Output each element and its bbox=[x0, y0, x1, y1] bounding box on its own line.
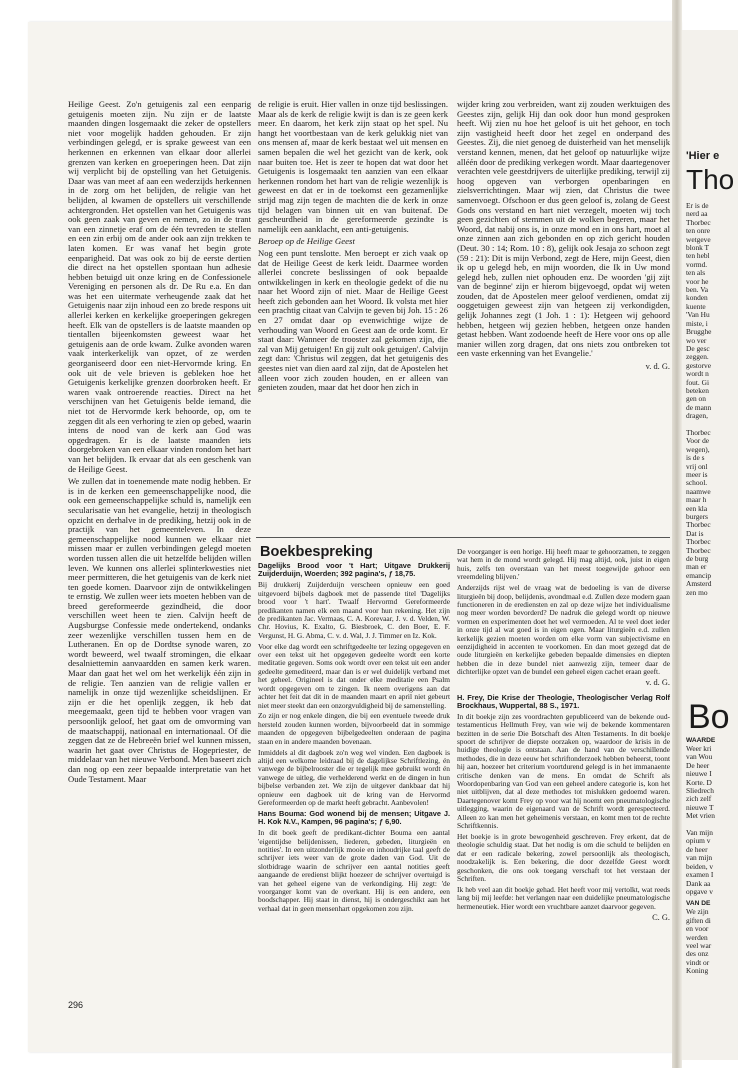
review-paragraph: Bij drukkerij Zuijderduijn verscheen opnieuw een goed uitgevoerd bijbels dagboek met de passende titel 'Dagelijks brood voor 't hart'. Twaalf Hervormd Gereformeerde predikanten namen elk een maand voor hun rekening. Het zijn de predikanten Jac. Vermaas, C. A. Korevaar, J. v. d. Velden, W. Chr. Hovius, K. Exalto, G. Biesbroek, C. den Boer, E. F. Vergunst, H. G. Abma, C. v. d. Wal, J. J. Timmer en Iz. Kok. bbox=[258, 580, 450, 640]
facing-subheading: WAARDE bbox=[686, 737, 716, 744]
facing-line: ten als bbox=[686, 268, 706, 278]
facing-line: nieuwe T bbox=[686, 802, 714, 812]
facing-line: Dank aa bbox=[686, 878, 711, 888]
facing-lines bbox=[686, 908, 738, 975]
section-heading: Beroep op de Heilige Geest bbox=[258, 236, 355, 247]
facing-line: miste, i bbox=[686, 318, 708, 328]
reviewer-signature: C. G. bbox=[652, 912, 670, 922]
facing-lines bbox=[686, 745, 738, 896]
facing-line: ten onre bbox=[686, 226, 711, 236]
facing-text-column bbox=[686, 202, 738, 597]
paragraph: wijder kring zou verbreiden, want zij zouden werktuigen des Geestes zijn, gelijk Hij dan ook door hun mond gesproken heeft. Wij zien nu hoe het geloof is uit het gehoor, en toch zijn vastigheid heeft door het zegel en onderpand des Geestes. Zij, die niet genoeg de duisterheid van het menselijk verstand kennen, menen, dat het geloof op natuurlijke wijze alléén door de prediking verkegen wordt. Maar daartegenover verachten vele geestdrijvers de uiterlijke prediking, terwijl zij hoog opgeven van verborgen openbaringen en zielsverrichtingen. Maar wij zien, dat Christus die twee samenvoegt. Ofschoon er dus geen geloof is, zolang de Geest Gods ons verstand en hart niet verzegelt, moeten wij toch geen gezichten of stemmen uit de wolken begeren, maar het Woord, dat nabij ons is, in onze mond en in ons hart, moet al onze zinnen aan zich gebonden en op zich gericht houden (Deut. 30 : 14; Rom. 10 : 8), gelijk ook Jesaja zo schoon zegt (59 : 21): Dit is mijn Verbond, zegt de Here, mijn Geest, dien ik op u gelegd heb, en mijn woorden, die Ik in Uw mond gelegd heb, zullen niet ophouden enz. De woorden 'gij zijt van de beginne' zijn er hierom bijgevoegd, opdat wij weten zouden, dat de Apostelen meer geloof verdienen, omdat zij ooggetuigen geweest zijn van hetgeen zij verkondigden, gelijk Johannes zegt (1 Joh. 1 : 1): Hetgeen wij gehoord hebben, hetgeen wij gezien hebben, hetgeen onze handen getast hebben. Want zodoende heeft de Here voor ons op alle manier willen zorg dragen, dat ons niets zou ontbreken tot een vaste erkenning van het Evangelie.' bbox=[457, 99, 670, 359]
section-divider bbox=[256, 537, 670, 538]
facing-line: van mijn bbox=[686, 853, 713, 863]
review-paragraph: Het boekje is in grote bewogenheid geschreven. Frey erkent, dat de theologie schuldig staat. Dat het nodig is om die schuld te belijden en dat er een radicale bekering, zowel persoonlijk als theologisch, noodzakelijk is. Een bekering, die door dezelfde Geest wordt geschonken, die ons ook toegang verschaft tot het verstaan der Schriften. bbox=[457, 832, 670, 884]
facing-line: vormd. bbox=[686, 259, 708, 269]
facing-line: voor he bbox=[686, 276, 709, 286]
review-paragraph: Voor elke dag wordt een schriftgedeelte ter lezing opgegeven en over een tekst uit het opgegeven gedeelte wordt een korte meditatie gegeven. Soms ook wordt over een tekst uit een ander gedeelte gemediteerd, maar dan is er wel duidelijk verband met het geheel. Origineel is dat onder elke meditatie een Psalm wordt opgegeven om te zingen. Ik neem overigens aan dat achter het feit dat dit in de maanden maart en april niet gebeurt niet meer steekt dan een onzorgvuldigheid bij de samenstelling. bbox=[258, 641, 450, 710]
article-column-3 bbox=[457, 100, 670, 375]
paragraph: Nog een punt tenslotte. Men beroept er zich vaak op dat de Heilige Geest de kerk leidt. Daarmee worden allerlei concrete beslissingen of ook bepaalde ontwikkelingen in kerk en theologie gedekt of die nu naar het Woord zijn of niet. Maar de Heilige Geest heeft zich gebonden aan het Woord. Ik volsta met hier een prachtig citaat van Calvijn te geven bij Joh. 15 : 26 en 27 omdat daar op evenwichtige wijze de verhouding van Woord en Geest aan de orde komt. Er staat daar: Wanneer de trooster zal gekomen zijn, die zal van Mij getuigen! En gij zult ook getuigen'. Calvijn zegt dan: 'Christus wil zeggen, dat het getuigenis des geestes niet van dien aard zal zijn, dat de Apostelen het alleen voor zich zouden houden, en er alleen van genieten zouden, maar dat het door hen zich in bbox=[258, 247, 448, 393]
facing-line: Dat is bbox=[686, 528, 704, 538]
book-title: Hans Bouma: God wonend bij de mensen; Uitgave J. H. Kok N.V., Kampen, 96 pagina's; ƒ 6,90. bbox=[258, 808, 450, 827]
facing-line: giften di bbox=[686, 915, 711, 925]
article-column-2 bbox=[258, 100, 448, 396]
paragraph: de religie is eruit. Hier vallen in onze tijd beslissingen. Maar als de kerk de religie kwijt is dan is ze geen kerk meer. En daarom, het kerk zijn staat op het spel. Nu hangt het voortbestaan van de kerk gelukkig niet van ons mensen af, maar de kerk bestaat wel uit mensen en samen bepalen die wel het gezicht van de kerk, ook naar buiten toe. Het is zeer te hopen dat wat door het Getuigenis is losgemaakt ten aanzien van een elkaar herkennen rondom het hart van de religie wezenlijk is geweest en dat er in de toekomst een gezamenlijke strijd mag zijn tegen de machten die de kerk in onze tijd belagen van binnen uit en van buitenaf. De gescheurdheid in de gereformeerde gezindte is namelijk een aanklacht, een anti-getuigenis. bbox=[258, 99, 448, 234]
review-column-left bbox=[258, 562, 450, 916]
facing-line: beteken bbox=[686, 385, 709, 395]
facing-line: wo ver bbox=[686, 335, 707, 345]
review-paragraph: Ik heb veel aan dit boekje gehad. Het heeft voor mij vertolkt, wat reeds lang bij mij leefde: het verlangen naar een duidelijke pneumatologische hermeneutiek. Hier wordt een vruchtbare aanzet daarvoor gegeven. bbox=[457, 884, 670, 911]
facing-line: ten hebl bbox=[686, 251, 710, 261]
facing-line: Amsterd bbox=[686, 579, 712, 589]
page-number: 296 bbox=[68, 1000, 84, 1010]
facing-line: burgers bbox=[686, 512, 709, 522]
facing-line: is de s bbox=[686, 453, 705, 463]
facing-line: veel war bbox=[686, 940, 712, 950]
facing-line: blonk T bbox=[686, 243, 710, 253]
facing-line: Thorbec bbox=[686, 217, 711, 227]
facing-line: De heer bbox=[686, 760, 710, 770]
facing-line: Thorbec bbox=[686, 520, 711, 530]
review-paragraph: Inmiddels al dit dagboek zo'n weg wel vinden. Een dagboek is altijd een welkome leidraad bij de dagelijkse Schriftlezing, én vanwege de bijbelrooster die er tegelijk mee gebruikt wordt én vanwege de uitleg, die verhelderend werkt en de dingen in hun bijbelse verbanden zet. We zijn de uitgever dankbaar dat hij opnieuw een dagboek uit de kring van de Hervormd Gereformeerden op de markt heeft gebracht. Aanbevolen! bbox=[258, 747, 450, 807]
review-paragraph: In dit boek geeft de predikant-dichter Bouma een aantal 'eigentijdse belijdenissen, liederen, gebeden, liturgieën en notities'. In een uitzonderlijk mooie en inhoudrijke taal geeft de schrijver iets weer van de grote daden van God. Uit de slotbidrage waarin de schrijver een aantal notities geeft aangaande de eredienst blijkt hoezeer de schrijver overtuigd is van het geheel eigene van de verkondiging. Hij zegt: 'de voorganger komt van de overkant. Hij is een andere, een boodschapper. Hij staat in dienst, hij is ondergeschikt aan het verhaal dat in geen mensenhart opgekomen zou zijn. bbox=[258, 828, 450, 913]
facing-line: Met vrien bbox=[686, 811, 715, 821]
facing-line: van Wou bbox=[686, 752, 713, 762]
review-column-right bbox=[457, 548, 670, 925]
facing-line: meer is bbox=[686, 470, 708, 479]
facing-line: de heer bbox=[686, 844, 708, 854]
paragraph: Heilige Geest. Zo'n getuigenis zal een eenparig getuigenis moeten zijn. Nu zijn er de laatste maanden dingen losgemaakt die zeker de opstellers niet voor mogelijk hadden gehouden. Er zijn verbindingen gelegd, er is sprake geweest van een herkennen en erkennen van elkaar door allerlei grenzen van kerken en groeperingen heen. Dat zijn wij verplicht bij de opstelling van het Getuigenis. Daar was van meet af aan een wederzijds herkennen in de zorg om het belijden, de religie van het belijden, al kwamen de opstellers uit verschillende achtergronden. Het opstellen van het Getuigenis was ook geen zaak van geven en nemen, zo in de trant van een zinnetje eraf om de één tevreden te stellen en een zin erbij om de ander ook aan zijn trekken te laten komen. Er was vanaf het begin grote eenparigheid. Dat was ook zo bij de eerste dertien die direct na het opstellen spontaan hun adhesie hebben betuigd uit onze kring en de Confessionele Vereniging en personen als dr. De Ru e.a. En dan was het een uitermate verheugende zaak dat het Getuigenis naar zijn inhoud een zo brede respons uit allerlei kerken en kerkelijke groeperingen gekregen heeft. Elk van de opstellers is de laatste maanden op tientallen bijeenkomsten geweest waar het getuigenis aan de orde kwam. Zulke avonden waren vaak interkerkelijk van opzet, of ze werden georganiseerd door een niet-Hervormde kring. En ook uit de vele brieven is gebleken hoe het Getuigenis kerkelijke grenzen doorbroken heeft. Er waren vaak ontroerende reacties. Direct na het verschijnen van het Getuigenis belde iemand, die niet tot de Hervormde kerk behoorde, op, om te zeggen dit als een verhoring te zien op gebed, waarin intens de nood van de kerk aan God was opgedragen. Er is de laatste maanden iets doorgebroken van een elkaar vinden rondom het hart van het belijden. Ik ervaar dat als een geschenk van de Heilige Geest. bbox=[68, 99, 251, 474]
facing-line: ben. Va bbox=[686, 285, 709, 295]
review-section-title: Boekbespreking bbox=[260, 544, 373, 560]
book-title: Dagelijks Brood voor 't Hart; Uitgave Drukkerij Zuijderduijn, Woerden; 392 pagina's, ƒ 18,75. bbox=[258, 561, 450, 579]
facing-line: maar h bbox=[686, 495, 707, 505]
facing-line: gen on bbox=[686, 394, 706, 404]
facing-line: Sliedrech bbox=[686, 786, 714, 796]
facing-line: Er is de bbox=[686, 201, 709, 210]
facing-line: Thorbec bbox=[686, 545, 711, 555]
facing-line: wordt n bbox=[686, 369, 709, 379]
facing-kicker: 'Hier e bbox=[686, 150, 720, 162]
review-paragraph: In dit boekje zijn zes voordrachten gepubliceerd van de bekende oud-testamenticus Hellmuth Frey, van wie wij de bekende kommentaren bezitten in de serie Die Botschaft des Alten Testaments. In dit boekje spoort de schrijver de diepste oorzaken op, waardoor de krisis in de huidige theologie is ontstaan. Aan de hand van de verschillende methodes, die in deze eeuw het schriftonderzoek hebben beheerst, toont hij aan, hoezeer het criterium voortdurend gelegd is in het immanaente critische denken van de mens. En omdat de Schrift als Woordopenbaring van God van een geheel andere categorie is, kon het niet uitblijven, dat al deze methodes tot mislukken gedoemd waren. Daartegenover komt Frey op voor wat hij noemt een pneumatologische uitlegging, waarin de eigenaard van de Schrift wordt gerespecteerd. Alleen zo kan men het geheimenis verstaan, en komt men tot de rechte Schriftkennis. bbox=[457, 711, 670, 831]
facing-line: konden bbox=[686, 293, 708, 303]
facing-subheading: VAN DE bbox=[686, 900, 711, 908]
facing-line: wegen), bbox=[686, 444, 710, 454]
facing-line: emancip bbox=[686, 570, 712, 580]
facing-line: zeggen. bbox=[686, 352, 709, 362]
facing-line: De gesc bbox=[686, 343, 710, 353]
facing-line: Brugghe bbox=[686, 327, 712, 337]
facing-line: naamwe bbox=[686, 486, 711, 496]
facing-line: examen I bbox=[686, 870, 714, 880]
book-title: H. Frey, Die Krise der Theologie, Theologischer Verlag Rolf Brockhaus, Wuppertal, 88 S., 1971. bbox=[457, 692, 670, 710]
facing-line: nieuwe I bbox=[686, 769, 712, 779]
author-signature: v. d. G. bbox=[645, 362, 670, 372]
facing-line: wetgeve bbox=[686, 234, 711, 244]
facing-headline: Tho bbox=[686, 164, 735, 195]
facing-line: Koning bbox=[686, 966, 709, 976]
facing-line: fout. Gi bbox=[686, 377, 709, 387]
facing-line: Thorbec bbox=[686, 427, 711, 437]
facing-text-column-2 bbox=[686, 733, 738, 976]
facing-line: vindt or bbox=[686, 957, 710, 967]
reviewer-signature: v. d. G. bbox=[645, 678, 670, 688]
facing-line: man er bbox=[686, 562, 707, 572]
facing-line: dragen, bbox=[686, 411, 708, 421]
facing-line: de mann bbox=[686, 402, 712, 412]
facing-line: Voor de bbox=[686, 436, 710, 446]
facing-line: zen mo bbox=[686, 587, 708, 597]
facing-line: opgave v bbox=[686, 886, 713, 896]
facing-line: beiden, v bbox=[686, 861, 714, 871]
facing-line: kuente bbox=[686, 301, 706, 311]
facing-line: Korte. D bbox=[686, 777, 712, 787]
facing-line: opium v bbox=[686, 836, 711, 846]
facing-line: gestorve bbox=[686, 360, 712, 370]
facing-line: een kla bbox=[686, 503, 708, 513]
facing-headline-2: Bo bbox=[688, 698, 730, 736]
facing-line: vrij onl bbox=[686, 461, 708, 471]
review-paragraph: De voorganger is een horige. Hij heeft maar te gehoorzamen, te zeggen wat hem in de mond wordt gelegd. Hij mag altijd, ook, juist in eigen huis, zelfs ten overstaan van het meest toegewijde gehoor een vreemdeling blijven.' bbox=[457, 547, 670, 582]
paragraph: We zullen dat in toenemende mate nodig hebben. Er is in de kerken een gemeenschappelijke nood, die ook een gemeenschappelijke schuld is, namelijk een secularisatie van het evangelie, hetzij in theologisch opzicht en derhalve in de prediking, hetzij ook in de practijk van het gemeenteleven. In deze gemeenschappelijke nood kunnen we elkaar niet missen maar er zullen verbindingen gelegd moeten worden tussen allen die uit hetzelfde belijden willen leven. We kunnen ons allerlei splinterkwesties niet meer permitteren, die het getuigenis van de kerk niet ten goede komen. Daarvoor zijn de ontwikkelingen te ernstig. We zullen weer iets moeten hebben van de breed gereformeerde gezindheid, die door verschillen weet heen te zien. Calvijn heeft de Augsburgse Confessie mede ondertekend, ondanks zeer wezenlijke verschillen tussen hem en de Lutheranen. En op de Dordtse synode waren, zo wordt beweerd, wel twaalf stromingen, die elkaar desalniettemin aanvaardden en samen kerk waren. Maar dan gaat het wel om het werkelijk één zijn in de religie. Ten aanzien van de religie vallen er namelijk in onze tijd wezenlijke scheidslijnen. Er zijn er die het openlijk zeggen, ik heb dat meegemaakt, geen tijd te hebben voor vragen van persoonlijk geloof, het gaat om de omvorming van de maatschappij, nationaal en internationaal. Of die zeggen dat ze de Hebreeën brief wel kunnen missen, waarin het gaat over Christus de Hogepriester, de middelaar van het nieuwe Verbond. Men baseert zich dan nog op een zeer bepaalde interpretatie van het Oude Testament. Maar bbox=[68, 476, 251, 784]
facing-line: Van mijn bbox=[686, 828, 713, 838]
facing-line: Thorbec bbox=[686, 537, 711, 547]
facing-line: werden bbox=[686, 932, 708, 942]
facing-line: zich zelf bbox=[686, 794, 712, 804]
article-column-1 bbox=[68, 100, 251, 787]
facing-line: de burg bbox=[686, 554, 709, 564]
facing-line: en voor bbox=[686, 924, 709, 934]
facing-line: 'Van Hu bbox=[686, 310, 710, 320]
facing-line: We zijn bbox=[686, 907, 709, 917]
review-paragraph: Zo zijn er nog enkele dingen, die bij een eventuele tweede druk hersteld zouden kunnen worden, bijvoorbeeld dat in sommige maanden de opgegeven bijbelgedeelten onderaan de pagina staan en in andere maanden bovenaan. bbox=[258, 711, 450, 746]
facing-page bbox=[682, 30, 738, 1060]
facing-line: des onz bbox=[686, 949, 709, 959]
review-paragraph: Anderzijds rijst wel de vraag wat de bedoeling is van de diverse liturgieën bij doop, belijdenis, avondmaal e.d. Zullen deze modern gaan functioneren in de erediensten en zal op deze wijze het individualisme nog meer worden bevorderd? De nadruk die gelegd wordt op nieuwe vormen en experimenten doet het wel vermoeden. Al te veel doet ieder in onze tijd al wat goed is in eigen ogen. Maar liturgieën e.d. zullen kerkelijk gezien moeten worden om elke vorm van subjectivisme en eenzijdigheid in accenten te voorkomen. En dan moet gezegd dat de oude liturgieën en kerkelijke gebeden bepaalde dimensies en diepten hebben die in deze bundel niet aanwezig zijn, temeer daar de dichterlijke opzet van de bundel een geheel eigen cachet eraan geeft. bbox=[457, 583, 670, 677]
facing-line: school. bbox=[686, 478, 708, 488]
facing-line: Weer kri bbox=[686, 744, 712, 753]
facing-line: nerd aa bbox=[686, 209, 708, 219]
page-gutter bbox=[672, 0, 682, 1068]
